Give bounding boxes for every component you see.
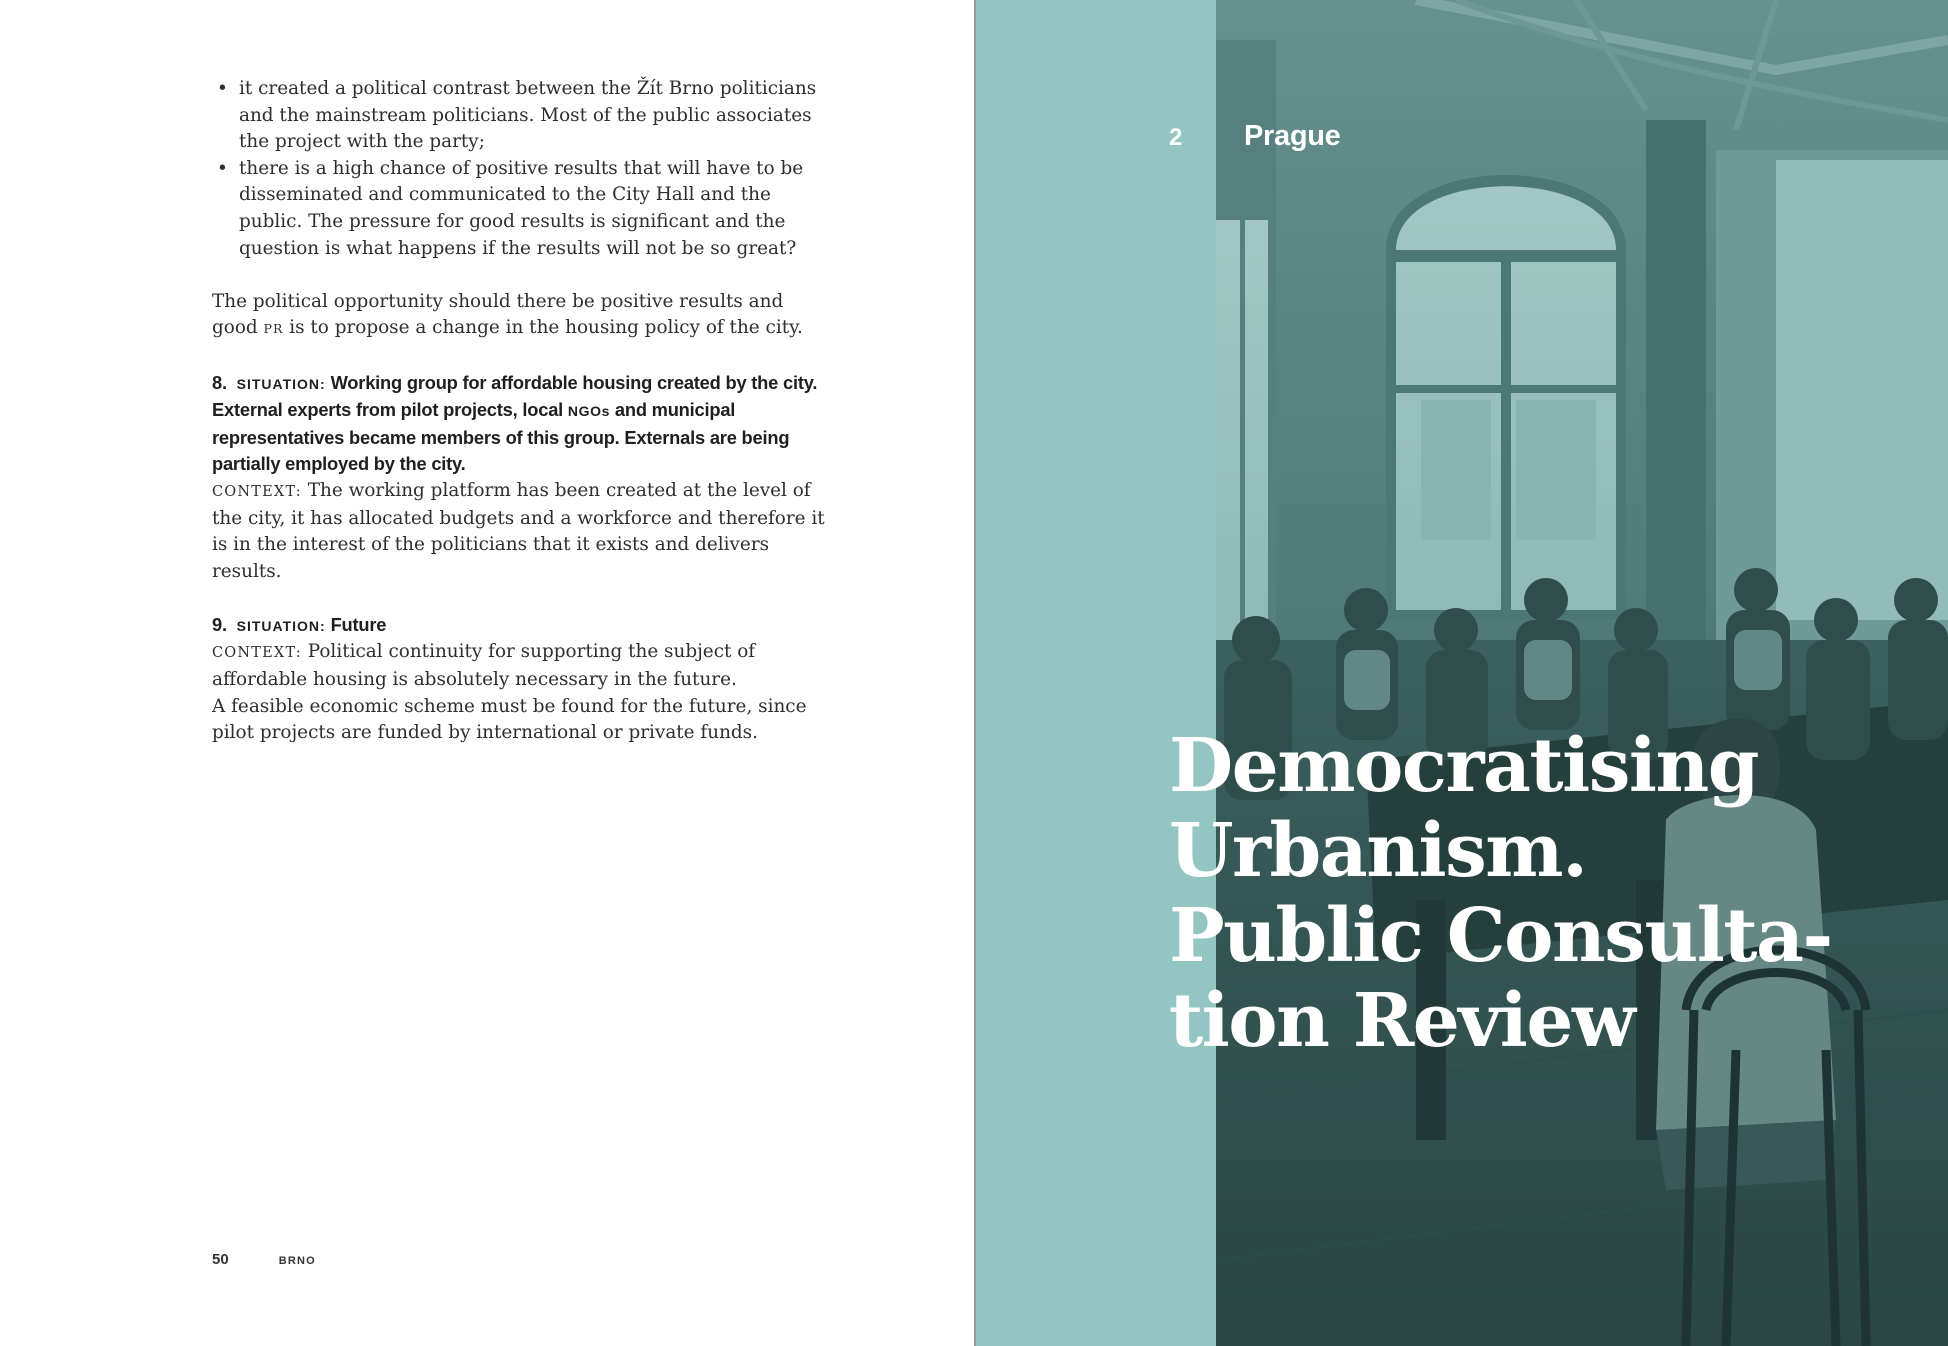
opportunity-text: The political opportunity should there be positive results and good xyxy=(212,290,784,339)
item-9-extra: A feasible economic scheme must be found for the future, since pilot projects are funded by international or private funds. xyxy=(212,695,807,744)
running-head: BRNO xyxy=(278,1255,316,1267)
bullet-item: • it created a political contrast between the Žít Brno politicians and the mainstream politicians. Most of the public associates the project with the party; xyxy=(239,76,832,156)
section-title-line: Public Consulta- xyxy=(1169,893,1832,979)
item-8-situation-text-end: and municipal representatives became members of this group. Externals are being partially employed by the city. xyxy=(212,399,790,475)
page-number: 50 xyxy=(212,1251,229,1268)
section-title-line: tion Review xyxy=(1169,978,1635,1064)
section-title-line: Democratising xyxy=(1169,723,1759,809)
teal-band xyxy=(976,0,1216,1346)
chapter-number: 2 xyxy=(1169,124,1183,151)
meeting-photo xyxy=(1216,0,1948,1346)
opportunity-text-end: is to propose a change in the housing policy of the city. xyxy=(283,317,803,339)
page-footer xyxy=(212,1251,316,1268)
item-8-context xyxy=(212,478,832,585)
item-9-context-label: CONTEXT: xyxy=(212,645,302,662)
item-8-context-text: The working platform has been created at the level of the city, it has allocated budgets and a workforce and therefore it is in the interest of the politicians that it exists and delivers results. xyxy=(212,479,825,582)
item-9-situation-text: Future xyxy=(325,613,387,635)
item-9-context xyxy=(212,639,832,693)
section-title xyxy=(1169,723,1832,1064)
item-8-situation-label: SITUATION: xyxy=(236,375,326,392)
item-8-situation xyxy=(212,370,832,478)
item-8-context-label: CONTEXT: xyxy=(212,483,302,500)
body-text xyxy=(212,76,832,747)
item-9-context-text: Political continuity for supporting the subject of affordable housing is absolutely necessary in the future. xyxy=(212,641,756,691)
item-9-number: 9. xyxy=(212,613,227,635)
bullet-item: • there is a high chance of positive results that will have to be disseminated and communicated to the City Hall and the public. The pressure for good results is significant and the question is what happens if the results will not be so great? xyxy=(239,156,832,262)
chapter-title: Prague xyxy=(1244,120,1341,152)
section-title-line: Urbanism. xyxy=(1169,808,1587,894)
item-8-situation-text: Working group for affordable housing created by the city. External experts from pilot projects, local xyxy=(212,371,818,421)
item-9-situation-label: SITUATION: xyxy=(236,617,326,634)
bullet-list xyxy=(212,76,832,262)
pr-abbr: PR xyxy=(263,321,284,337)
opportunity-paragraph xyxy=(212,289,832,343)
right-page xyxy=(976,0,1948,1346)
item-9-situation xyxy=(212,612,832,640)
ngos-abbr: NGOs xyxy=(567,403,610,420)
item-8-number: 8. xyxy=(212,371,227,393)
